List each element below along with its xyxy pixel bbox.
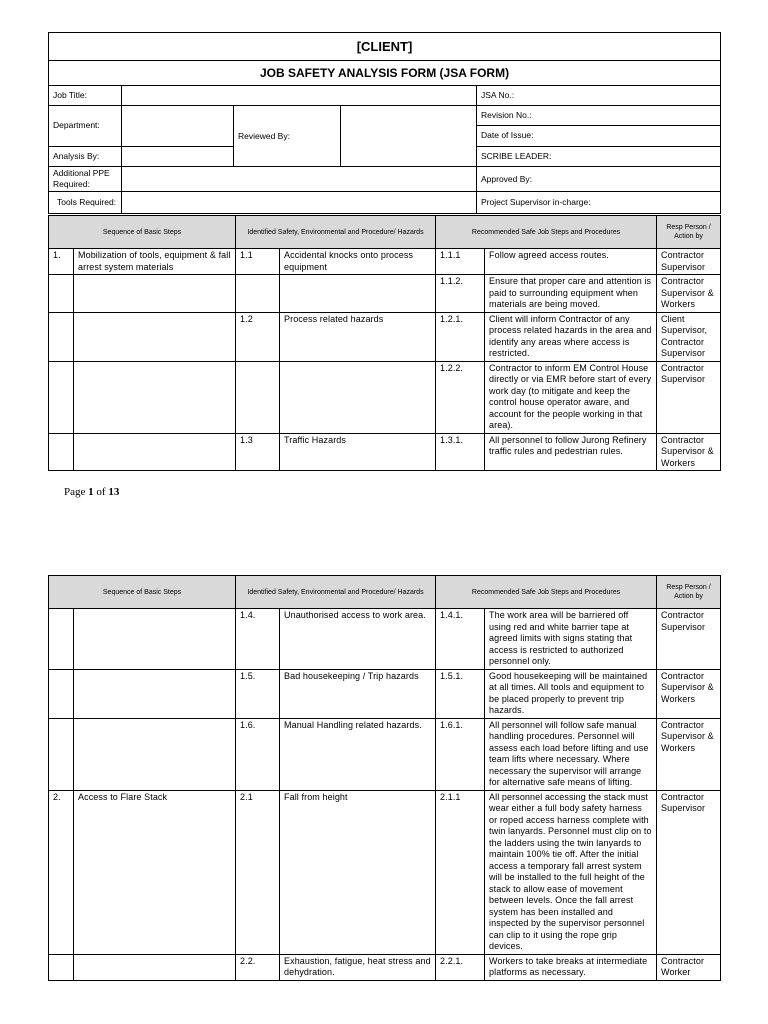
safe-step-number-cell: 2.2.1. [436, 954, 485, 980]
basic-step-cell: Mobilization of tools, equipment & fall arrest system materials [74, 249, 236, 275]
basic-step-cell [74, 312, 236, 361]
form-title: JOB SAFETY ANALYSIS FORM (JSA FORM) [49, 61, 721, 86]
steps-table-body [49, 609, 721, 981]
safe-step-number-cell: 2.1.1 [436, 790, 485, 954]
table-row [49, 609, 721, 670]
safe-step-cell: Ensure that proper care and attention is paid to surrounding equipment when materials are being moved. [485, 275, 657, 313]
job-title-field[interactable] [122, 86, 477, 106]
responsible-person-cell: Contractor Worker [657, 954, 721, 980]
step-number-cell [49, 275, 74, 313]
responsible-person-cell: Contractor Supervisor & Workers [657, 433, 721, 471]
hazard-number-cell: 2.2. [236, 954, 280, 980]
hazard-number-cell: 2.1 [236, 790, 280, 954]
responsible-person-cell: Contractor Supervisor & Workers [657, 275, 721, 313]
table-row [49, 312, 721, 361]
step-number-cell [49, 609, 74, 670]
page-middle: of [93, 486, 109, 498]
responsible-person-cell: Contractor Supervisor [657, 361, 721, 433]
department-field[interactable] [122, 106, 234, 147]
safe-step-cell: Client will inform Contractor of any process related hazards in the area and identify any areas where access is restricted. [485, 312, 657, 361]
basic-step-cell [74, 954, 236, 980]
page-number [64, 486, 119, 498]
revision-no-label: Revision No.: [477, 106, 721, 126]
safe-step-cell: The work area will be barriered off using red and white barrier tape at agreed limits with signs stating that access is restricted to authorized personnel only. [485, 609, 657, 670]
safe-step-number-cell: 1.1.2. [436, 275, 485, 313]
safe-step-number-cell: 1.1.1 [436, 249, 485, 275]
safe-step-number-cell: 1.4.1. [436, 609, 485, 670]
table-row [49, 249, 721, 275]
hazard-cell: Traffic Hazards [280, 433, 436, 471]
table-row [49, 433, 721, 471]
safe-step-cell: All personnel accessing the stack must wear either a full body safety harness or roped access harness complete with twin lanyards. Personnel must clip on to the ladders using the twin lanyards to maintain 100% tie off. After the initial access a temporary fall arrest system will be installed to the full height of the stack to allow ease of movement between levels. Once the fall arrest system has been installed and inspected by the supervisor personnel can clip to it using the rope grip devices. [485, 790, 657, 954]
client-title: [CLIENT] [49, 33, 721, 61]
hazard-cell: Accidental knocks onto process equipment [280, 249, 436, 275]
jsa-header-table [48, 32, 721, 214]
hazard-number-cell: 1.5. [236, 669, 280, 718]
hazard-cell [280, 361, 436, 433]
hazard-cell: Process related hazards [280, 312, 436, 361]
step-number-cell: 2. [49, 790, 74, 954]
hazard-number-cell: 1.2 [236, 312, 280, 361]
basic-step-cell [74, 609, 236, 670]
scribe-leader-label: SCRIBE LEADER: [477, 146, 721, 166]
responsible-person-cell: Contractor Supervisor [657, 249, 721, 275]
table-row [49, 790, 721, 954]
responsible-person-cell: Contractor Supervisor & Workers [657, 718, 721, 790]
reviewed-by-field[interactable] [341, 106, 476, 166]
col-header-resp: Resp Person / Action by [657, 216, 721, 249]
basic-step-cell [74, 275, 236, 313]
table-row [49, 275, 721, 313]
analysis-by-field[interactable] [122, 146, 234, 166]
department-label: Department: [49, 106, 122, 147]
hazard-cell: Unauthorised access to work area. [280, 609, 436, 670]
basic-step-cell [74, 718, 236, 790]
safe-step-number-cell: 1.5.1. [436, 669, 485, 718]
hazard-cell: Manual Handling related hazards. [280, 718, 436, 790]
steps-table-page-2 [48, 575, 721, 981]
page-current: 1 [88, 486, 94, 498]
responsible-person-cell: Contractor Supervisor [657, 790, 721, 954]
table-row [49, 361, 721, 433]
page-prefix: Page [64, 486, 89, 498]
ppe-label: Additional PPE Required: [49, 167, 122, 192]
hazard-number-cell: 1.4. [236, 609, 280, 670]
hazard-number-cell [236, 275, 280, 313]
hazard-number-cell: 1.6. [236, 718, 280, 790]
project-supervisor-label: Project Supervisor in-charge: [477, 192, 721, 214]
step-number-cell [49, 954, 74, 980]
basic-step-cell [74, 433, 236, 471]
step-number-cell: 1. [49, 249, 74, 275]
safe-step-number-cell: 1.2.2. [436, 361, 485, 433]
col-header-hazards: Identified Safety, Environmental and Procedure/ Hazards [236, 216, 436, 249]
approved-by-label: Approved By: [477, 167, 721, 192]
col-header-hazards: Identified Safety, Environmental and Procedure/ Hazards [236, 576, 436, 609]
basic-step-cell: Access to Flare Stack [74, 790, 236, 954]
col-header-sequence: Sequence of Basic Steps [49, 576, 236, 609]
hazard-number-cell: 1.3 [236, 433, 280, 471]
job-title-label: Job Title: [49, 86, 122, 106]
hazard-cell: Bad housekeeping / Trip hazards [280, 669, 436, 718]
steps-table-page-1 [48, 215, 721, 471]
reviewed-by-cell [234, 106, 477, 167]
safe-step-number-cell: 1.6.1. [436, 718, 485, 790]
hazard-cell: Exhaustion, fatigue, heat stress and dehydration. [280, 954, 436, 980]
responsible-person-cell: Client Supervisor, Contractor Supervisor [657, 312, 721, 361]
date-of-issue-label: Date of Issue: [477, 126, 721, 146]
step-number-cell [49, 312, 74, 361]
tools-label: Tools Required: [49, 192, 122, 214]
hazard-number-cell: 1.1 [236, 249, 280, 275]
jsa-no-label: JSA No.: [477, 86, 721, 106]
safe-step-cell: All personnel to follow Jurong Refinery traffic rules and pedestrian rules. [485, 433, 657, 471]
page-total: 13 [108, 486, 120, 498]
step-number-cell [49, 361, 74, 433]
step-number-cell [49, 669, 74, 718]
safe-step-cell: Contractor to inform EM Control House directly or via EMR before start of every work day (to mitigate and keep the control house operator aware, and account for the people working in that area). [485, 361, 657, 433]
safe-step-number-cell: 1.2.1. [436, 312, 485, 361]
col-header-safe-steps: Recommended Safe Job Steps and Procedures [436, 216, 657, 249]
responsible-person-cell: Contractor Supervisor [657, 609, 721, 670]
hazard-cell [280, 275, 436, 313]
col-header-resp: Resp Person / Action by [657, 576, 721, 609]
table-row [49, 718, 721, 790]
safe-step-cell: All personnel will follow safe manual handling procedures. Personnel will assess each load before lifting and use team lifts where necessary. Where necessary the supervisor will arrange for alternative safe means of lifting. [485, 718, 657, 790]
step-number-cell [49, 718, 74, 790]
table-row [49, 669, 721, 718]
responsible-person-cell: Contractor Supervisor & Workers [657, 669, 721, 718]
safe-step-cell: Good housekeeping will be maintained at all times. All tools and equipment to be placed properly to prevent trip hazards. [485, 669, 657, 718]
safe-step-cell: Follow agreed access routes. [485, 249, 657, 275]
step-number-cell [49, 433, 74, 471]
col-header-safe-steps: Recommended Safe Job Steps and Procedures [436, 576, 657, 609]
tools-field[interactable] [122, 192, 477, 214]
table-row [49, 954, 721, 980]
safe-step-number-cell: 1.3.1. [436, 433, 485, 471]
basic-step-cell [74, 361, 236, 433]
reviewed-by-label: Reviewed By: [234, 106, 341, 166]
hazard-number-cell [236, 361, 280, 433]
hazard-cell: Fall from height [280, 790, 436, 954]
safe-step-cell: Workers to take breaks at intermediate platforms as necessary. [485, 954, 657, 980]
col-header-sequence: Sequence of Basic Steps [49, 216, 236, 249]
steps-table-body [49, 249, 721, 471]
ppe-field[interactable] [122, 167, 477, 192]
analysis-by-label: Analysis By: [49, 146, 122, 166]
basic-step-cell [74, 669, 236, 718]
